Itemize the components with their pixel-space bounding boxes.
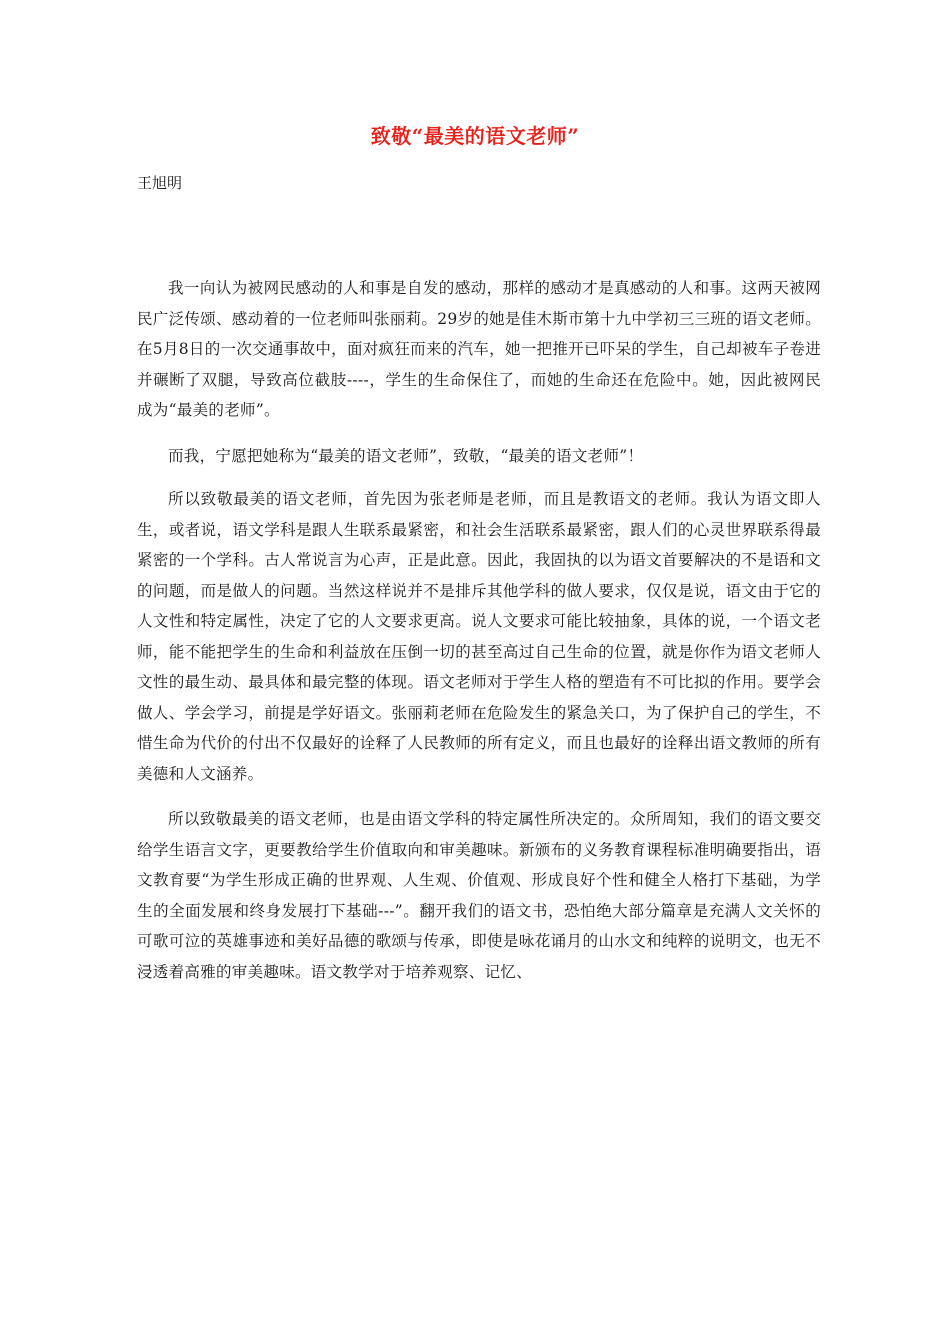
paragraph-3: 所以致敬最美的语文老师，首先因为张老师是老师，而且是教语文的老师。我认为语文即人生，或者说，语文学科是跟人生联系最紧密，和社会生活联系最紧密，跟人们的心灵世界联系得最紧密的一个学科。古人常说言为心声，正是此意。因此，我固执的以为语文首要解决的不是语和文的问题，而是做人的问题。当然这样说并不是排斥其他学科的做人要求，仅仅是说，语文由于它的人文性和特定属性，决定了它的人文要求更高。说人文要求可能比较抽象，具体的说，一个语文老师，能不能把学生的生命和利益放在压倒一切的甚至高过自己生命的位置，就是你作为语文老师人文性的最生动、最具体和最完整的体现。语文老师对于学生人格的塑造有不可比拟的作用。要学会做人、学会学习，前提是学好语文。张丽莉老师在危险发生的紧急关口，为了保护自己的学生，不惜生命为代价的付出不仅最好的诠释了人民教师的所有定义，而且也最好的诠释出语文教师的所有美德和人文涵养。 (137, 490, 821, 783)
author-name: 王旭明 (137, 174, 183, 192)
paragraph-2: 而我，宁愿把她称为“最美的语文老师”，致敬，“最美的语文老师”！ (168, 446, 644, 465)
paragraph-4: 所以致敬最美的语文老师，也是由语文学科的特定属性所决定的。众所周知，我们的语文要交给学生语言文字，更要教给学生价值取向和审美趣味。新颁布的义务教育课程标准明确要指出，语文教育要“为学生形成正确的世界观、人生观、价值观、形成良好个性和健全人格打下基础，为学生的全面发展和终身发展打下基础---”。翻开我们的语文书，恐怕绝大部分篇章是充满人文关怀的可歌可泣的英雄事迹和美好品德的歌颂与传承，即使是咏花诵月的山水文和纯粹的说明文，也无不浸透着高雅的审美趣味。语文教学对于培养观察、记忆、 (137, 810, 821, 981)
document-title: 致敬“最美的语文老师” (370, 124, 580, 148)
paragraph-1: 我一向认为被网民感动的人和事是自发的感动，那样的感动才是真感动的人和事。这两天被网民广泛传颂、感动着的一位老师叫张丽莉。29岁的她是佳木斯市第十九中学初三三班的语文老师。在5月8日的一次交通事故中，面对疯狂而来的汽车，她一把推开已吓呆的学生，自己却被车子卷进并碾断了双腿，导致高位截肢----，学生的生命保住了，而她的生命还在危险中。她，因此被网民成为“最美的老师”。 (137, 279, 821, 419)
article-body (137, 273, 821, 1002)
